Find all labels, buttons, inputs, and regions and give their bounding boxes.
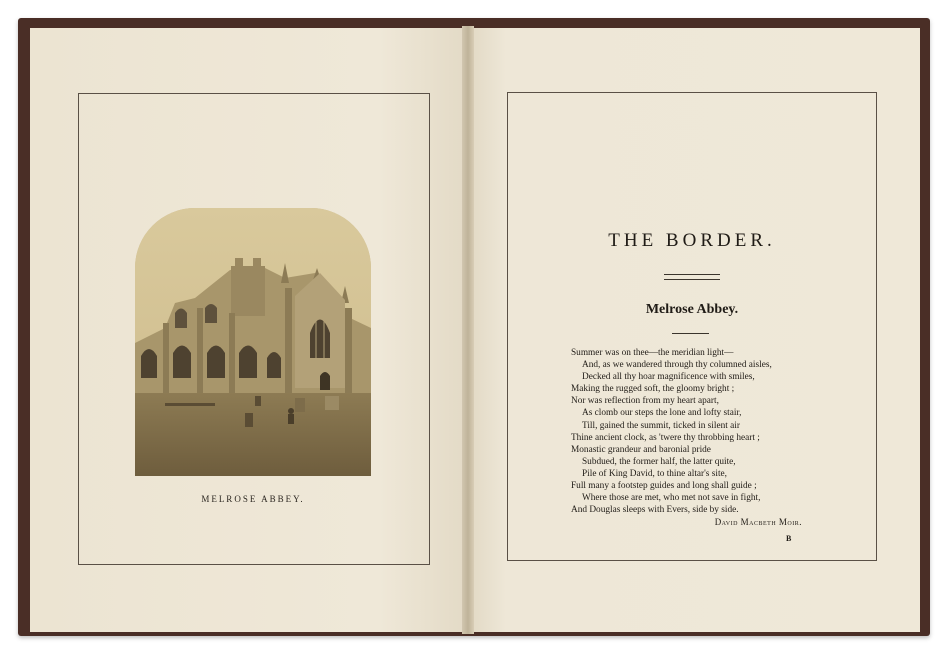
poem-text <box>571 347 821 516</box>
title-double-rule <box>664 274 720 280</box>
poem-line: As clomb our steps the lone and lofty stair, <box>582 408 742 419</box>
signature-mark: B <box>786 534 792 543</box>
poem-line: Full many a footstep guides and long shall guide ; <box>571 481 757 492</box>
poem-author: David Macbeth Moir. <box>714 517 802 527</box>
poem-line: Making the rugged soft, the gloomy bright ; <box>571 384 735 395</box>
poem-line: Monastic grandeur and baronial pride <box>571 444 711 455</box>
poem-line: Summer was on thee—the meridian light— <box>571 348 734 358</box>
poem-line: Thine ancient clock, as 'twere thy throbbing heart ; <box>571 432 760 443</box>
abbey-illustration <box>135 208 371 476</box>
poem-line: Decked all thy hoar magnificence with smiles, <box>582 372 755 383</box>
section-title: THE BORDER. <box>608 230 776 251</box>
poem-line: Pile of King David, to thine altar's site, <box>582 468 727 479</box>
poem-line: Nor was reflection from my heart apart, <box>571 396 719 407</box>
poem-line: Where those are met, who met not save in fight, <box>582 493 761 504</box>
melrose-abbey-photo <box>135 208 371 476</box>
subtitle-rule <box>672 333 709 334</box>
photo-caption: MELROSE ABBEY. <box>201 494 305 504</box>
poem-line: And Douglas sleeps with Evers, side by side. <box>571 505 739 516</box>
poem-line: Till, gained the summit, ticked in silent air <box>582 420 740 431</box>
poem-subtitle: Melrose Abbey. <box>645 302 739 317</box>
poem-line: Subdued, the former half, the latter quite, <box>582 456 736 467</box>
book-gutter <box>462 26 474 634</box>
poem-line: And, as we wandered through thy columned aisles, <box>582 360 772 371</box>
